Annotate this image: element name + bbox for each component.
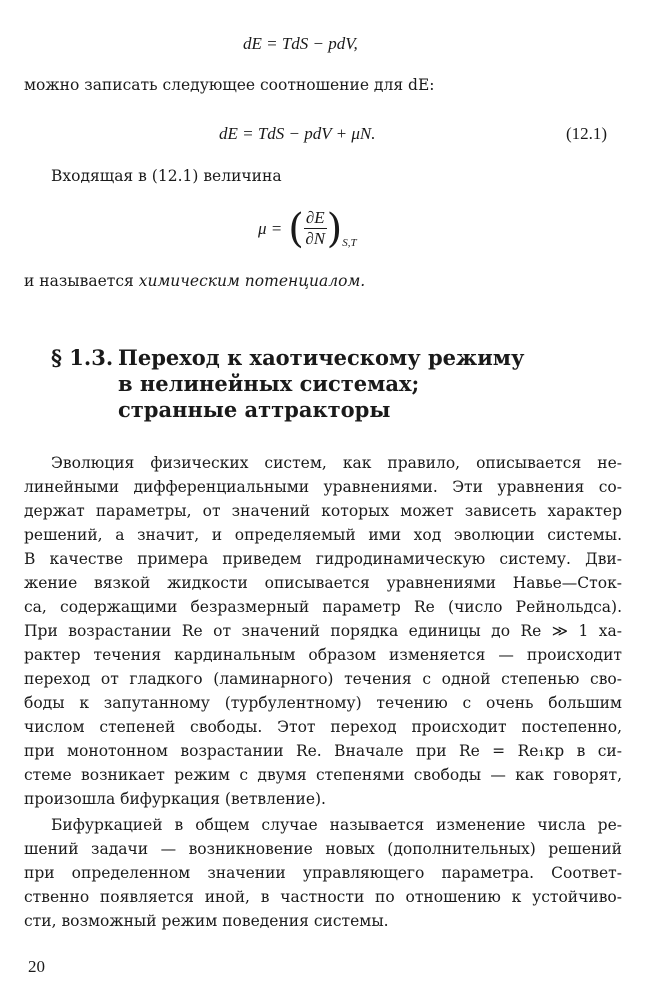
text-line: шений задачи — возникновение новых (дополнительных) решений	[24, 840, 622, 858]
section-number: § 1.3.	[51, 345, 114, 370]
partial-fraction	[304, 208, 327, 249]
subscript-st: S,T	[342, 236, 357, 249]
text-line: при определенном значении управляющего параметра. Соответ-	[24, 864, 622, 882]
text-line: жение вязкой жидкости описывается уравнениями Навье—Сток-	[24, 574, 622, 592]
text-line-intro: можно записать следующее соотношение для dE:	[24, 76, 435, 94]
text-line: стеме возникает режим с двумя степенями свободы — как говорят,	[24, 766, 622, 784]
text-line: при монотонном возрастании Re. Вначале при Re = Re₁кр в си-	[24, 742, 622, 760]
equation-number: (12.1)	[566, 124, 608, 143]
text-line: боды к запутанному (турбулентному) течению с очень большим	[24, 694, 622, 712]
text-line: Эволюция физических систем, как правило, описывается не-	[51, 454, 622, 472]
term-chemical-potential: химическим потенциалом.	[138, 272, 366, 290]
text-line: линейными дифференциальными уравнениями. Эти уравнения со-	[24, 478, 622, 496]
text-line: В качестве примера приведем гидродинамическую систему. Дви-	[24, 550, 622, 568]
text-line: переход от гладкого (ламинарного) течения с одной степенью сво-	[24, 670, 622, 688]
text-line-named	[24, 272, 365, 290]
mu-lhs: μ =	[258, 218, 283, 238]
text-line: Бифуркацией в общем случае называется изменение числа ре-	[51, 816, 622, 834]
section-title-line-2: в нелинейных системах;	[118, 371, 420, 396]
text-line: ственно появляется иной, в частности по отношению к устойчиво-	[24, 888, 622, 906]
section-title-line-1: Переход к хаотическому режиму	[118, 345, 525, 370]
text-line-mu-intro: Входящая в (12.1) величина	[51, 167, 282, 185]
fraction-denominator: ∂N	[305, 229, 326, 248]
text-line: са, содержащими безразмерный параметр Re (число Рейнольдса).	[24, 598, 622, 616]
fraction-numerator: ∂E	[305, 208, 325, 227]
equation-12-1: dE = TdS − pdV + μN.	[219, 124, 376, 143]
text-line: произошла бифуркация (ветвление).	[24, 790, 326, 808]
text-line: держат параметры, от значений которых может зависеть характер	[24, 502, 622, 520]
page-number: 20	[28, 957, 45, 976]
section-title-line-3: странные аттракторы	[118, 397, 391, 422]
left-paren: (	[288, 205, 304, 252]
text-line: сти, возможный режим поведения системы.	[24, 912, 389, 930]
right-paren: )	[326, 205, 343, 252]
equation-energy: dE = TdS − pdV,	[243, 34, 358, 53]
text-line: При возрастании Re от значений порядка единицы до Re ≫ 1 ха-	[24, 622, 622, 640]
text-line: рактер течения кардинальным образом изменяется — происходит	[24, 646, 622, 664]
equation-chemical-potential	[258, 205, 357, 252]
text-line: решений, а значит, и определяемый ими ход эволюции системы.	[24, 526, 622, 544]
named-prefix: и называется	[24, 272, 139, 290]
text-line: числом степеней свободы. Этот переход происходит постепенно,	[24, 718, 622, 736]
section-heading	[51, 345, 524, 423]
